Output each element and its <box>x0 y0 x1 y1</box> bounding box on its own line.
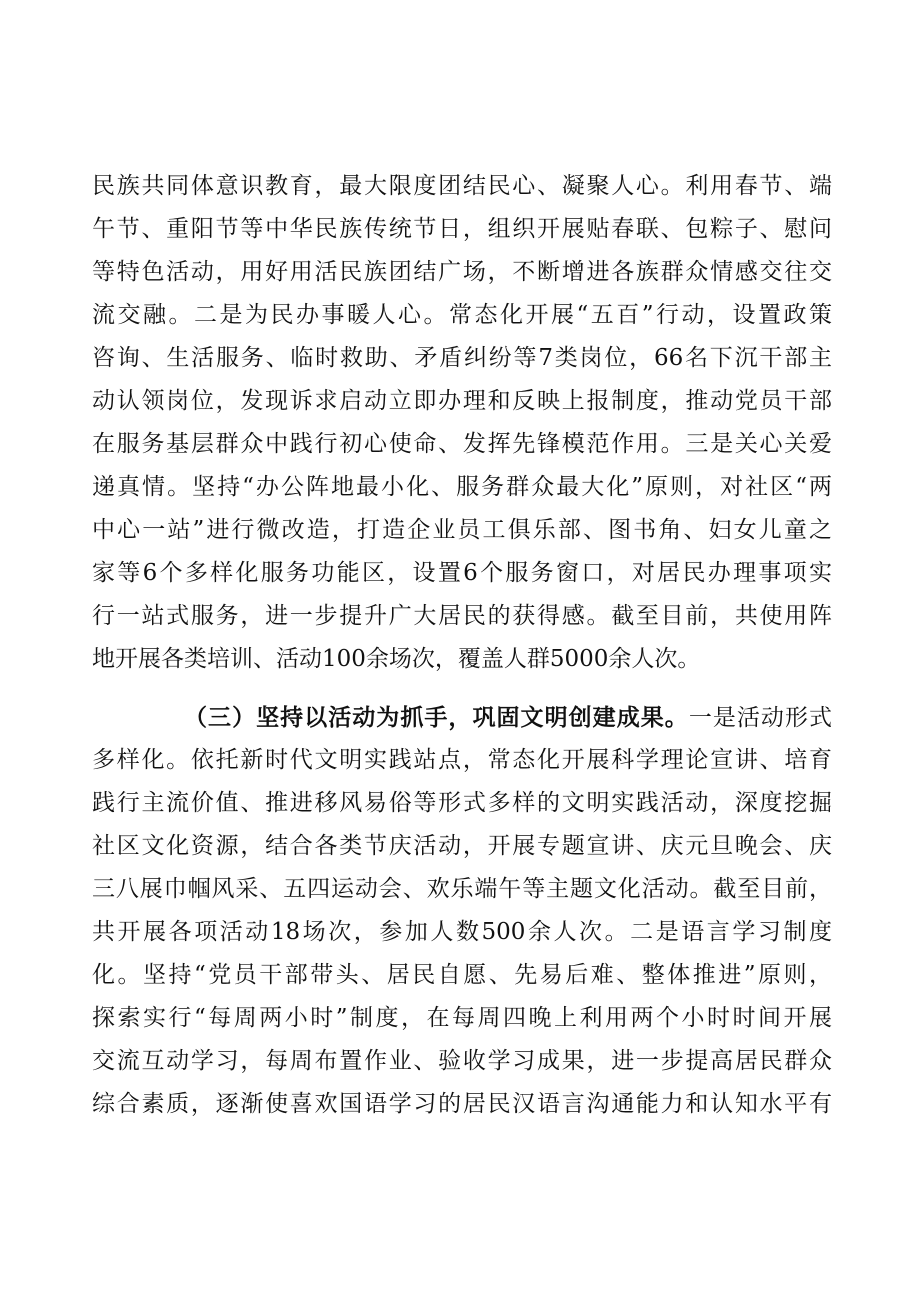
text-line: 三八展巾帼风采、五四运动会、欢乐端午等主题文化活动。截至目前， <box>92 876 832 902</box>
text-line: 中心一站”进行微改造，打造企业员工俱乐部、图书角、妇女儿童之 <box>92 517 832 543</box>
text-line: 探索实行“每周两小时”制度，在每周四晚上利用两个小时时间开展 <box>92 1005 832 1031</box>
text-span: 一是活动形式 <box>688 705 833 731</box>
text-line: 流交融。二是为民办事暖人心。常态化开展“五百”行动，设置政策 <box>92 302 832 328</box>
text-line: 地开展各类培训、活动100余场次，覆盖人群5000余人次。 <box>92 646 701 672</box>
text-line: 递真情。坚持“办公阵地最小化、服务群众最大化”原则，对社区“两 <box>92 474 832 500</box>
text-line: 践行主流价值、推进移风易俗等形式多样的文明实践活动，深度挖掘 <box>92 790 832 816</box>
text-line: 等特色活动，用好用活民族团结广场，不断增进各族群众情感交往交 <box>92 259 832 285</box>
text-line: 多样化。依托新时代文明实践站点，常态化开展科学理论宣讲、培育 <box>92 747 832 773</box>
text-line: 动认领岗位，发现诉求启动立即办理和反映上报制度，推动党员干部 <box>92 388 832 414</box>
paragraph-2 <box>92 696 832 1126</box>
text-line: 在服务基层群众中践行初心使命、发挥先锋模范作用。三是关心关爱 <box>92 431 832 457</box>
section-heading: （三）坚持以活动为抓手，巩固文明创建成果。 <box>184 704 689 731</box>
text-line: 共开展各项活动18场次，参加人数500余人次。二是语言学习制度 <box>92 919 832 945</box>
text-line: 家等6个多样化服务功能区，设置6个服务窗口，对居民办理事项实 <box>92 560 832 586</box>
text-line: 交流互动学习，每周布置作业、验收学习成果，进一步提高居民群众 <box>92 1048 832 1074</box>
text-line: 民族共同体意识教育，最大限度团结民心、凝聚人心。利用春节、端 <box>92 173 832 199</box>
text-line: 咨询、生活服务、临时救助、矛盾纠纷等7类岗位，66名下沉干部主 <box>92 345 832 371</box>
text-line: 午节、重阳节等中华民族传统节日，组织开展贴春联、包粽子、慰问 <box>92 216 832 242</box>
text-line: 行一站式服务，进一步提升广大居民的获得感。截至目前，共使用阵 <box>92 603 832 629</box>
text-line: 社区文化资源，结合各类节庆活动，开展专题宣讲、庆元旦晚会、庆 <box>92 833 832 859</box>
paragraph-1 <box>92 165 832 681</box>
text-line: 综合素质，逐渐使喜欢国语学习的居民汉语言沟通能力和认知水平有 <box>92 1091 832 1117</box>
section-heading-line <box>92 696 832 739</box>
text-line: 化。坚持“党员干部带头、居民自愿、先易后难、整体推进”原则， <box>92 962 832 988</box>
